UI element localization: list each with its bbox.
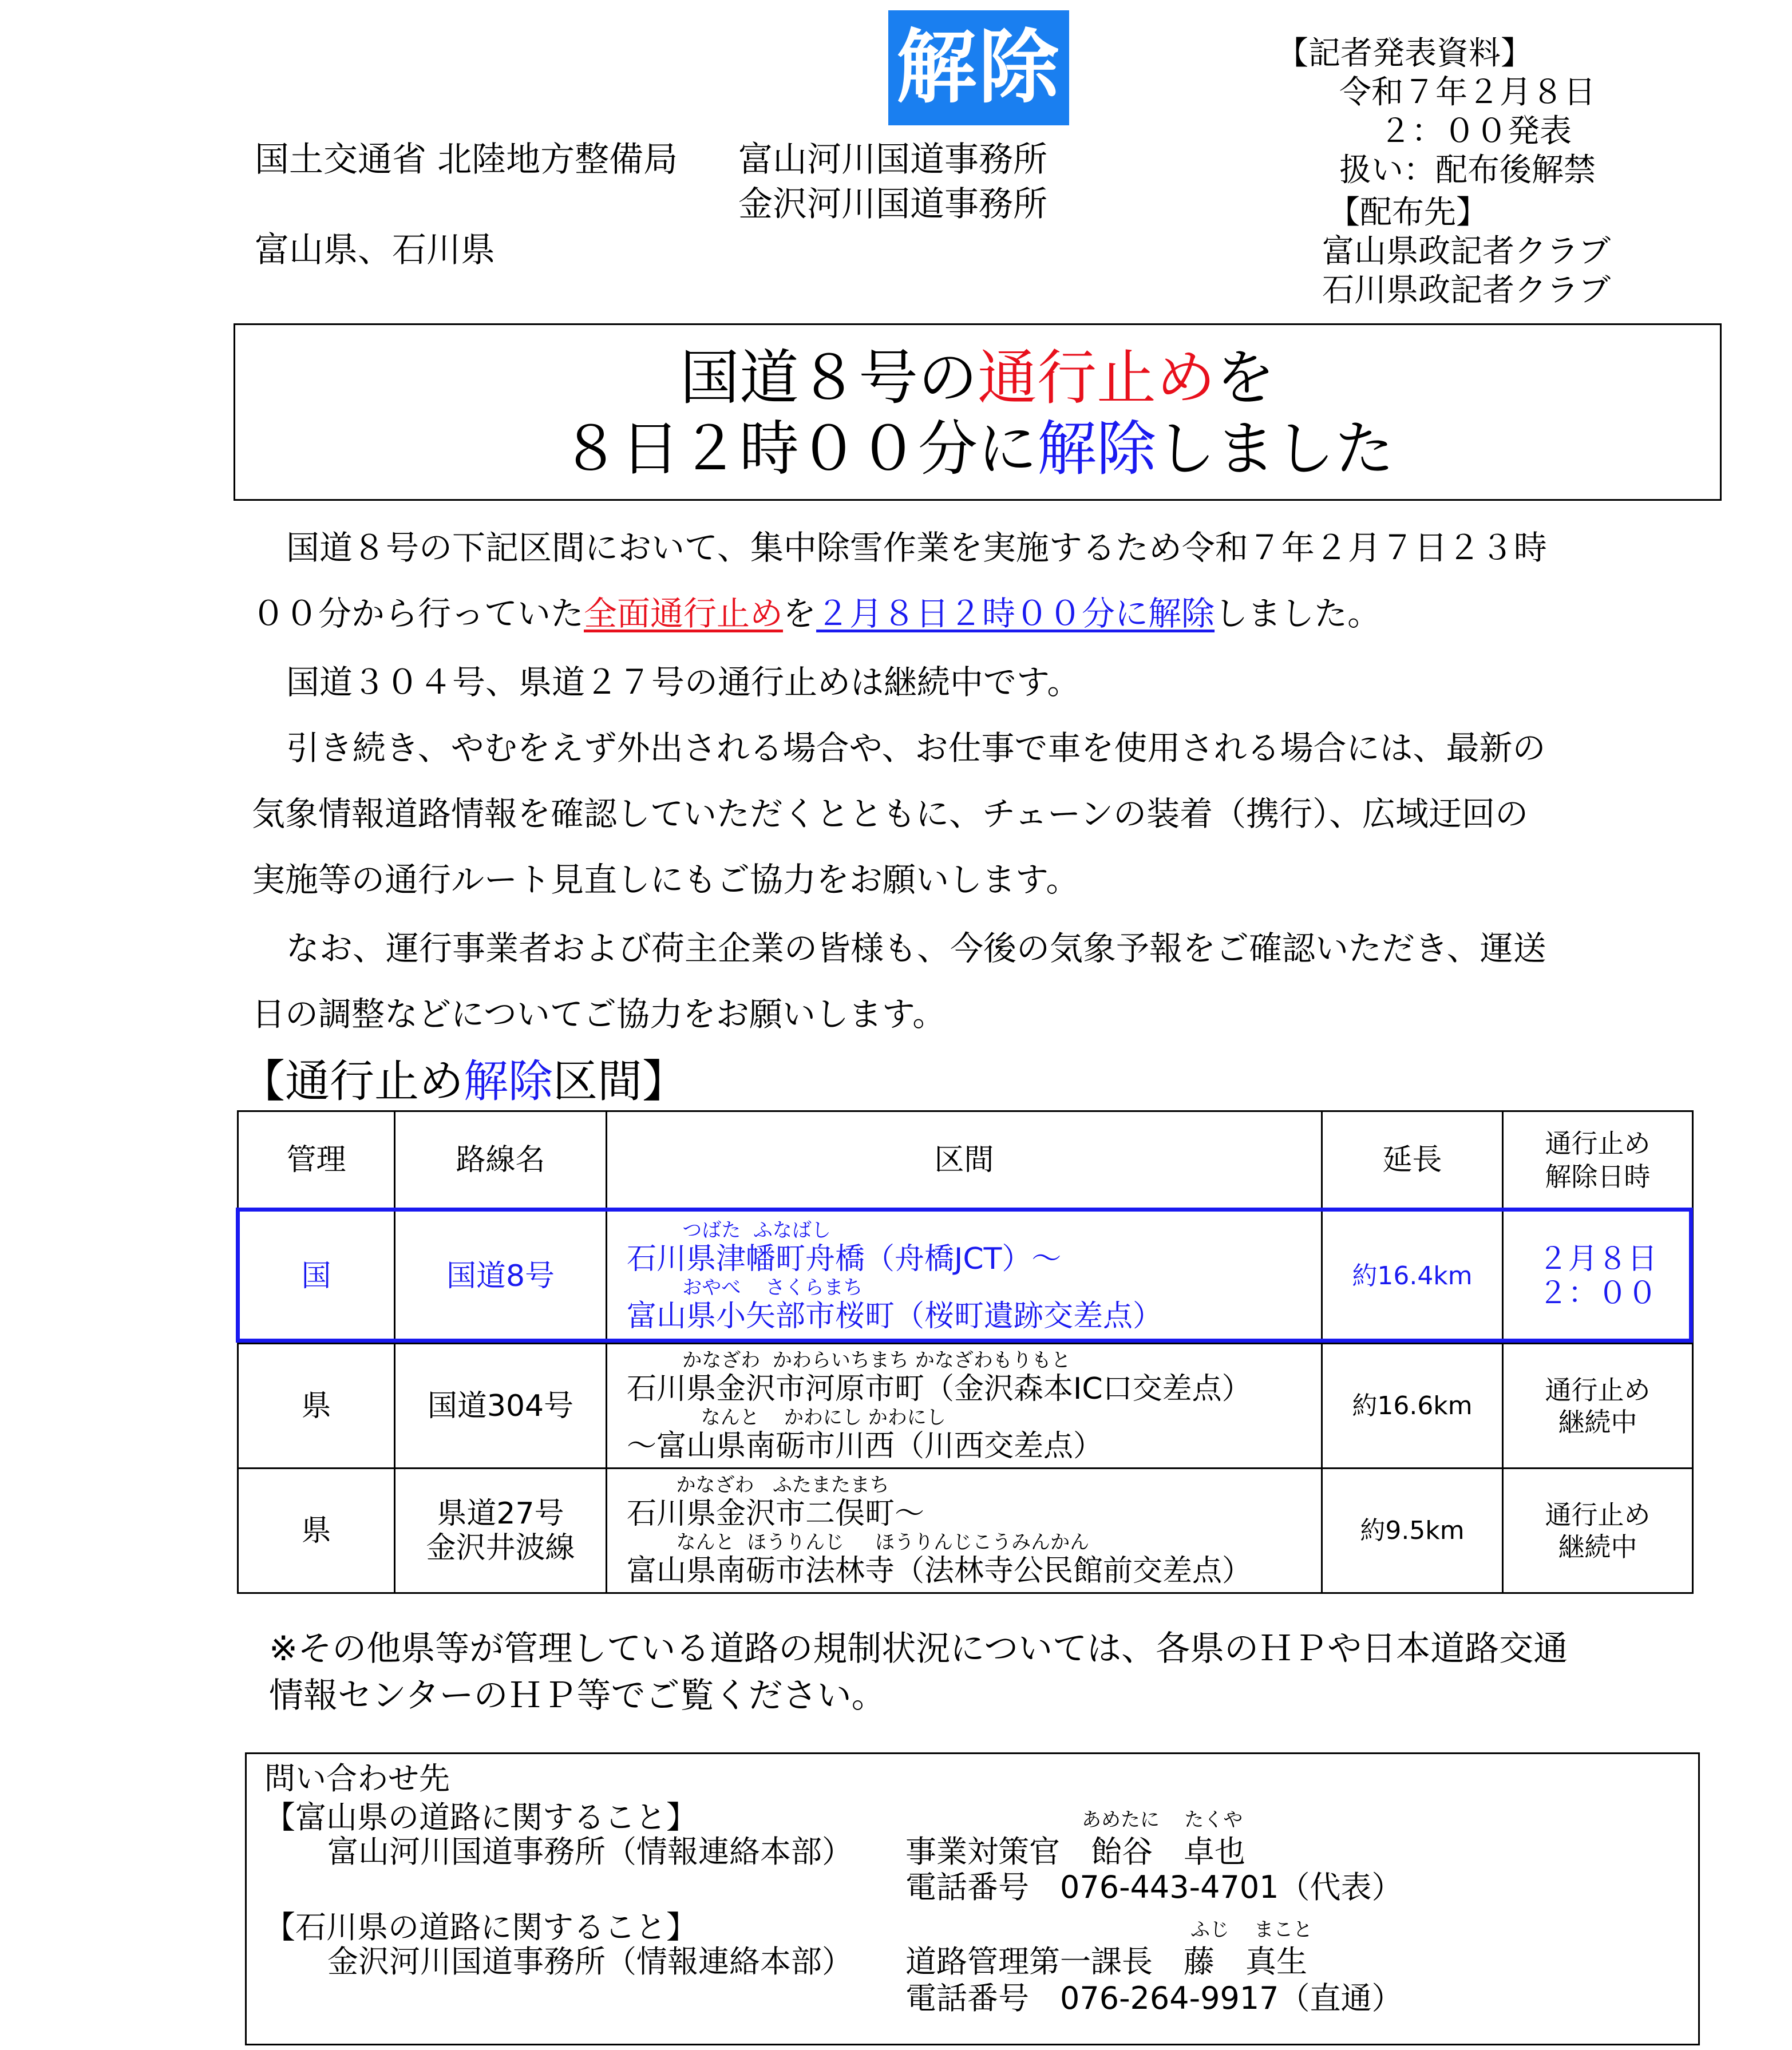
header-admin: 管理 [238, 1111, 395, 1209]
distribution-label: 【配布先】 [1328, 194, 1488, 231]
distribution-toyama: 富山県政記者クラブ [1322, 233, 1611, 270]
header-status-line1: 通行止め [1545, 1127, 1651, 1159]
contact-ishikawa-ruby: ふじ まこと [1190, 1918, 1313, 1941]
section-heading-release: 解除 [464, 1056, 553, 1107]
headline-text: ８日２時００分に [560, 414, 1037, 484]
ruby-text: かなざわ かわらいちまち かなざわもりもと [627, 1348, 1071, 1372]
row-length: 約9.5km [1322, 1469, 1503, 1593]
row-section [607, 1469, 1322, 1593]
release-badge: 解除 [888, 10, 1069, 125]
row-route-line1: 県道27号 [437, 1496, 564, 1531]
ruby-text: つばた ふなばし [627, 1218, 831, 1242]
body-p3-line1: 引き続き、やむをえず外出される場合や、お仕事で車を使用される場合には、最新の [286, 729, 1546, 767]
body-p3-line2: 気象情報道路情報を確認していただくとともに、チェーンの装着（携行）、広域迂回の [252, 794, 1529, 833]
row-length: 約16.6km [1322, 1344, 1503, 1469]
headline-text: を [1216, 343, 1276, 413]
row-admin: 国 [238, 1209, 395, 1344]
table-row [238, 1344, 1693, 1469]
press-label: 【記者発表資料】 [1276, 35, 1533, 72]
row-route: 国道304号 [395, 1344, 607, 1469]
section-line: 富山県小矢部市桜町（桜町遺跡交差点） [627, 1299, 1163, 1333]
headline-line2 [235, 413, 1720, 484]
row-status-line1: 通行止め [1545, 1374, 1651, 1406]
row-route: 国道8号 [395, 1209, 607, 1344]
section-line: ～富山県南砺市川西（川西交差点） [627, 1428, 1103, 1463]
contact-toyama-phone: 電話番号 076-443-4701（代表） [905, 1869, 1403, 1905]
section-heading [240, 1053, 687, 1110]
row-section [607, 1344, 1322, 1469]
body-text: を [783, 594, 817, 633]
office-kanazawa: 金沢河川国道事務所 [738, 184, 1047, 224]
ruby-text: おやべ さくらまち [627, 1276, 863, 1299]
row-status-line1: 通行止め [1545, 1499, 1651, 1530]
header-status-line2: 解除日時 [1545, 1161, 1651, 1192]
headline-closure: 通行止め [977, 343, 1216, 413]
table-header-row [238, 1111, 1693, 1209]
row-status-line2: ２：００ [1538, 1276, 1657, 1311]
row-route [395, 1469, 607, 1593]
note-line2: 情報センターのＨＰ等でご覧ください。 [269, 1676, 886, 1716]
section-line: 富山県南砺市法林寺（法林寺公民館前交差点） [627, 1553, 1252, 1588]
headline-text: しました [1156, 414, 1395, 484]
contact-title: 問い合わせ先 [264, 1760, 450, 1796]
contact-ishikawa-person: 道路管理第一課長 藤 真生 [905, 1944, 1307, 1980]
row-status [1503, 1344, 1693, 1469]
contact-ishikawa-phone: 電話番号 076-264-9917（直通） [905, 1980, 1403, 2016]
contact-toyama-office: 富山河川国道事務所（情報連絡本部） [327, 1834, 853, 1870]
body-p3-line3: 実施等の通行ルート見直しにもご協力をお願いします。 [252, 860, 1079, 899]
headline-line1 [235, 342, 1720, 413]
row-admin: 県 [238, 1344, 395, 1469]
contact-toyama-person: 事業対策官 飴谷 卓也 [905, 1834, 1245, 1870]
header-length: 延長 [1322, 1111, 1503, 1209]
row-admin: 県 [238, 1469, 395, 1593]
table-row [238, 1469, 1693, 1593]
section-line: 石川県津幡町舟橋（舟橋JCT）～ [627, 1241, 1062, 1276]
section-line: 石川県金沢市河原市町（金沢森本IC口交差点） [627, 1371, 1252, 1406]
body-full-closure: 全面通行止め [584, 594, 784, 633]
headline-text: 国道８号の [679, 343, 978, 413]
row-status-line2: 継続中 [1558, 1406, 1637, 1438]
body-release-time: ２月８日２時００分に解除 [816, 594, 1215, 633]
row-status-line1: ２月８日 [1538, 1241, 1657, 1276]
body-p4-line2: 日の調整などについてご協力をお願いします。 [252, 995, 946, 1034]
note-line1: ※その他県等が管理している道路の規制状況については、各県のＨＰや日本道路交通 [269, 1629, 1568, 1669]
press-handling: 扱い：配布後解禁 [1339, 152, 1596, 189]
row-route-line2: 金沢井波線 [426, 1530, 575, 1565]
section-heading-text: 区間】 [553, 1056, 687, 1107]
contact-toyama-ruby: あめたに たくや [1082, 1808, 1243, 1831]
header-route: 路線名 [395, 1111, 607, 1209]
row-status [1503, 1469, 1693, 1593]
ruby-text: なんと ほうりんじ ほうりんじこうみんかん [627, 1530, 1090, 1554]
ruby-text: なんと かわにし かわにし [627, 1406, 946, 1429]
row-length: 約16.4km [1322, 1209, 1503, 1344]
section-heading-text: 【通行止め [240, 1056, 464, 1107]
contact-ishikawa-heading: 【石川県の道路に関すること】 [264, 1909, 697, 1945]
section-line: 石川県金沢市二俣町～ [627, 1496, 925, 1531]
closure-table [237, 1110, 1694, 1594]
press-time: ２：００発表 [1379, 113, 1572, 150]
headline-release: 解除 [1037, 414, 1156, 484]
ministry-label: 国土交通省 北陸地方整備局 [255, 140, 678, 180]
body-p2: 国道３０４号、県道２７号の通行止めは継続中です。 [286, 663, 1081, 702]
press-date: 令和７年２月８日 [1339, 74, 1596, 111]
contact-toyama-heading: 【富山県の道路に関すること】 [264, 1799, 697, 1835]
header-status [1503, 1111, 1693, 1209]
ruby-text: かなざわ ふたまたまち [627, 1473, 889, 1497]
contact-ishikawa-office: 金沢河川国道事務所（情報連絡本部） [327, 1944, 853, 1980]
body-text: ００分から行っていた [252, 594, 584, 633]
header-section: 区間 [607, 1111, 1322, 1209]
headline-box [234, 323, 1722, 501]
note [269, 1625, 1568, 1719]
prefectures-label: 富山県、石川県 [255, 230, 495, 270]
row-status-line2: 継続中 [1558, 1531, 1637, 1562]
body-p1-line1: 国道８号の下記区間において、集中除雪作業を実施するため令和７年２月７日２３時 [286, 528, 1547, 567]
highlight-frame [236, 1208, 1693, 1343]
body-p4-line1: なお、運行事業者および荷主企業の皆様も、今後の気象予報をご確認いただき、運送 [286, 929, 1546, 968]
distribution-ishikawa: 石川県政記者クラブ [1322, 272, 1611, 309]
body-p1-line2 [252, 587, 1751, 635]
office-toyama: 富山河川国道事務所 [738, 140, 1047, 180]
body-text: しました。 [1215, 594, 1381, 633]
